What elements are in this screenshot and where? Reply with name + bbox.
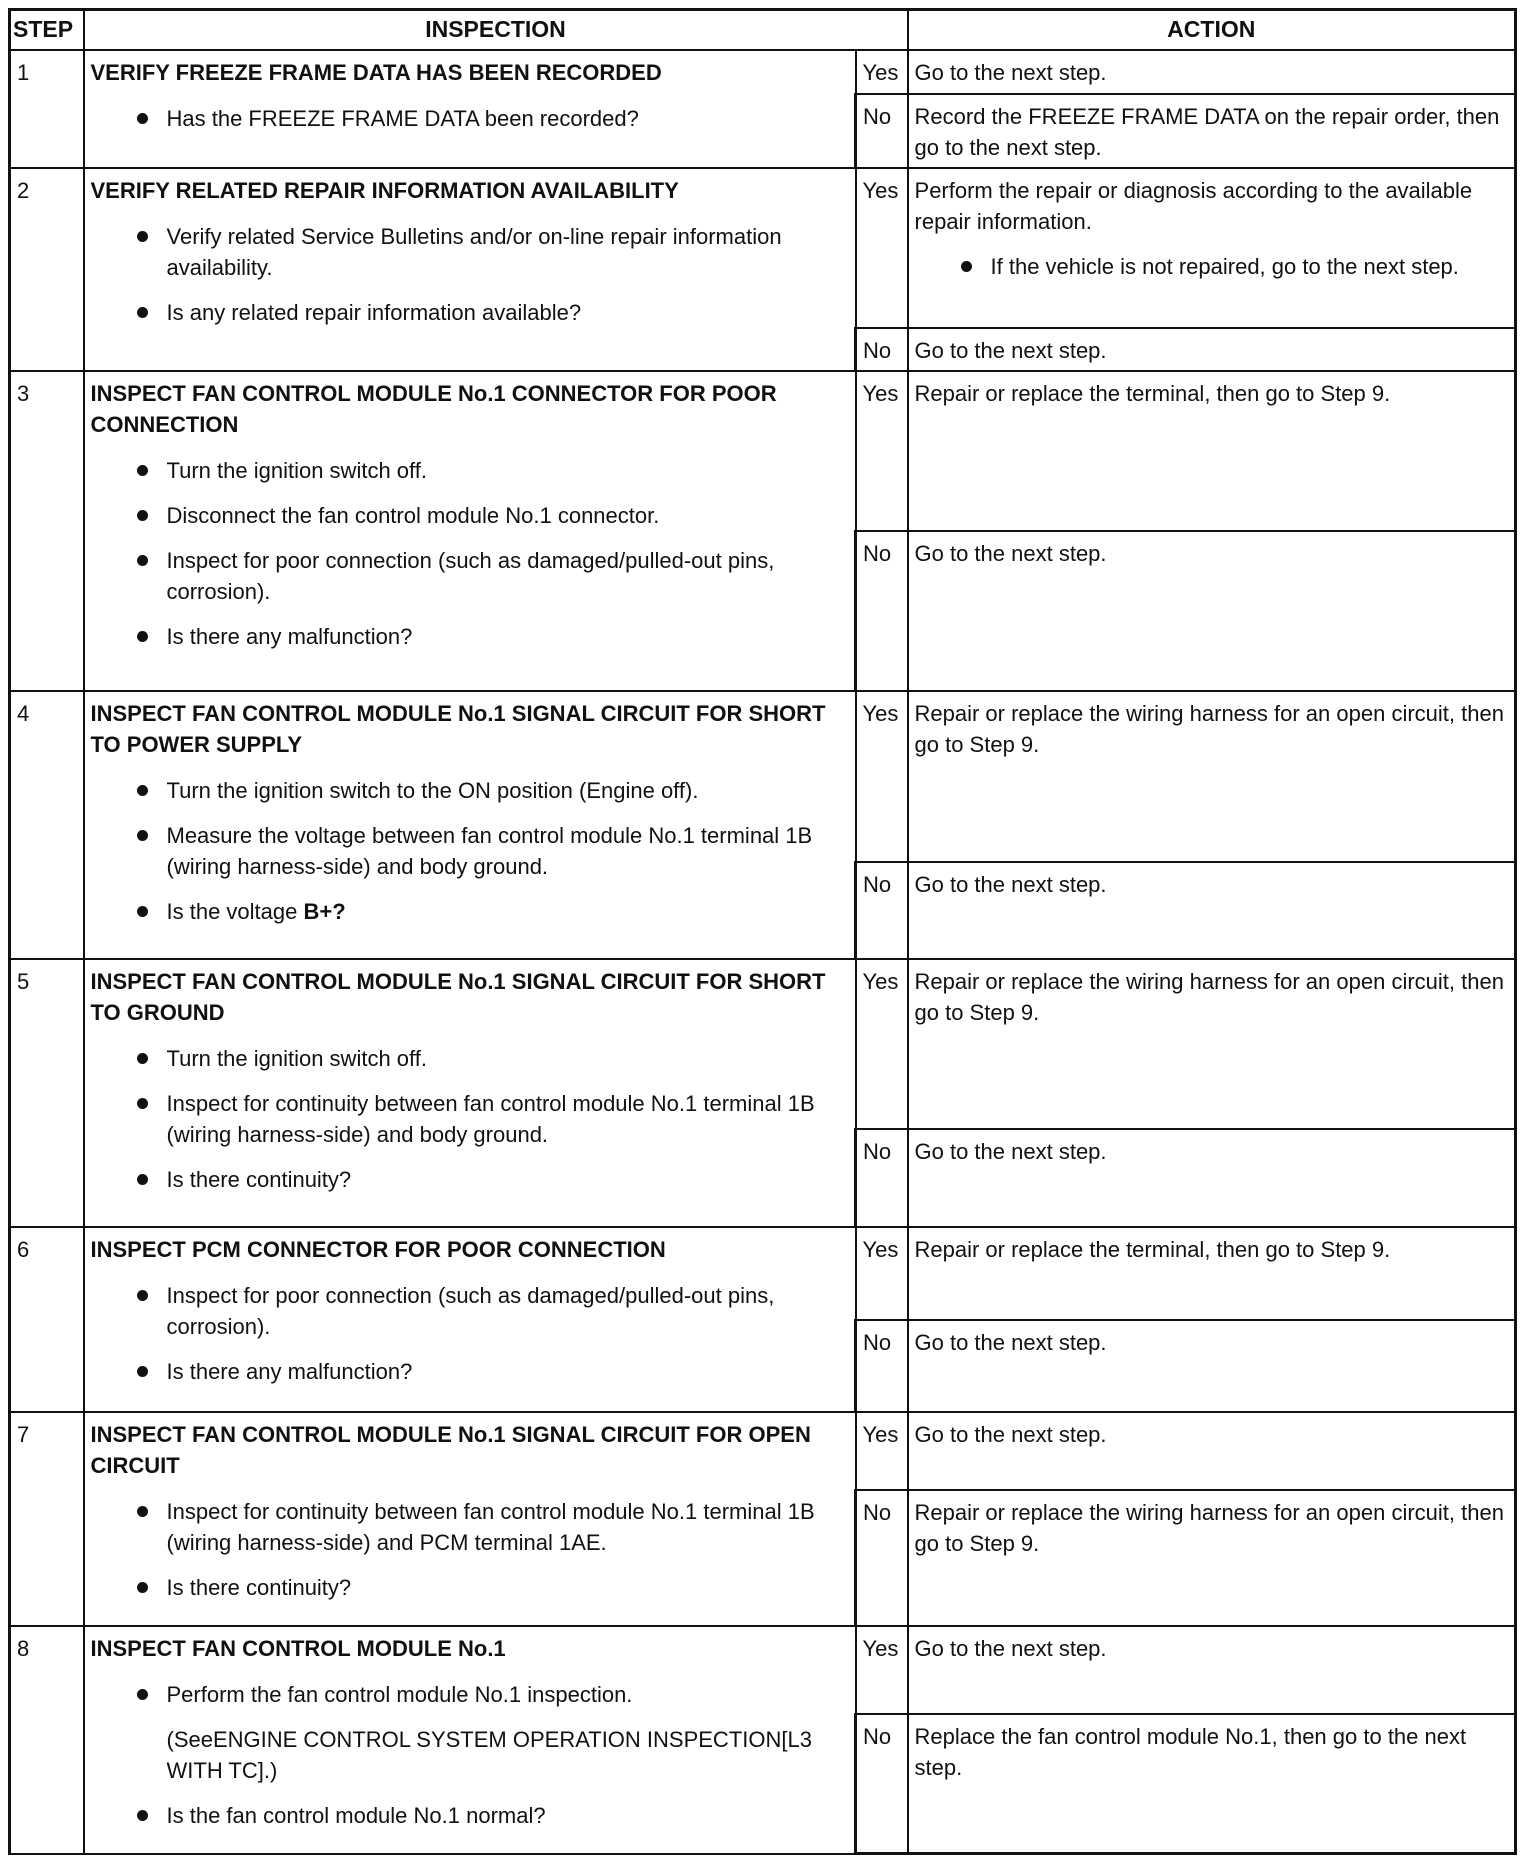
step-title: INSPECT FAN CONTROL MODULE No.1 SIGNAL CIRCUIT FOR SHORT TO POWER SUPPLY [90,700,826,757]
inspection-bullet: Measure the voltage between fan control module No.1 terminal 1B (wiring harness-side) and body ground. [91,820,849,882]
no-label: No [856,94,908,168]
inspection-bullet: Is the fan control module No.1 normal? [91,1800,849,1831]
inspection-cell [84,959,856,1227]
action-header: ACTION [908,10,1516,50]
yes-label: Yes [856,1412,908,1490]
inspection-bullet: Perform the fan control module No.1 inspection. [91,1679,849,1710]
no-label: No [856,1320,908,1412]
inspection-bullet [91,896,849,927]
no-label: No [856,328,908,371]
no-action: Go to the next step. [908,531,1516,691]
step-title: VERIFY RELATED REPAIR INFORMATION AVAILABILITY [90,177,679,203]
yes-action: Repair or replace the terminal, then go to Step 9. [908,1227,1516,1320]
no-action: Replace the fan control module No.1, then go to the next step. [908,1714,1516,1853]
diagnostic-table [8,8,1517,1855]
inspection-cell [84,1626,856,1853]
step-title: INSPECT FAN CONTROL MODULE No.1 SIGNAL CIRCUIT FOR OPEN CIRCUIT [90,1422,811,1479]
table-row [10,1227,1516,1320]
inspection-bullet: Turn the ignition switch off. [91,1043,849,1074]
no-action: Go to the next step. [908,1129,1516,1227]
table-row [10,50,1516,94]
inspection-bullet: Inspect for continuity between fan control module No.1 terminal 1B (wiring harness-side) and PCM terminal 1AE. [91,1496,849,1558]
inspection-bullet: Inspect for poor connection (such as damaged/pulled-out pins, corrosion). [91,545,849,607]
inspection-cell [84,691,856,959]
yes-label: Yes [856,1626,908,1714]
inspection-cell [84,50,856,168]
no-action: Go to the next step. [908,1320,1516,1412]
step-number: 8 [10,1626,84,1853]
yes-action: Repair or replace the terminal, then go to Step 9. [908,371,1516,531]
inspection-cell [84,168,856,371]
no-label: No [856,1129,908,1227]
no-label: No [856,531,908,691]
action-sub-bullet: If the vehicle is not repaired, go to the next step. [915,251,1509,282]
yes-label: Yes [856,1227,908,1320]
step-number: 1 [10,50,84,168]
step-number: 2 [10,168,84,371]
inspection-bullet: Is there continuity? [91,1164,849,1195]
inspection-bullet: Has the FREEZE FRAME DATA been recorded? [91,103,849,134]
no-action: Go to the next step. [908,328,1516,371]
step-title: VERIFY FREEZE FRAME DATA HAS BEEN RECORDED [90,59,662,85]
inspection-bullet: Turn the ignition switch to the ON position (Engine off). [91,775,849,806]
table-row [10,168,1516,328]
step-header: STEP [10,10,84,50]
yes-label: Yes [856,959,908,1129]
yes-action: Go to the next step. [908,1412,1516,1490]
step-title: INSPECT FAN CONTROL MODULE No.1 SIGNAL CIRCUIT FOR SHORT TO GROUND [90,968,826,1025]
yes-action: Go to the next step. [908,50,1516,94]
inspection-bullet: Is there any malfunction? [91,621,849,652]
yes-action: Repair or replace the wiring harness for an open circuit, then go to Step 9. [908,959,1516,1129]
step-title: INSPECT PCM CONNECTOR FOR POOR CONNECTION [90,1237,666,1263]
inspection-cell [84,371,856,691]
yes-label: Yes [856,50,908,94]
table-row [10,959,1516,1129]
yes-action: Go to the next step. [908,1626,1516,1714]
step-number: 4 [10,691,84,959]
step-number: 5 [10,959,84,1227]
inspection-bullet: Is any related repair information available? [91,297,849,328]
no-action: Repair or replace the wiring harness for an open circuit, then go to Step 9. [908,1490,1516,1626]
step-number: 7 [10,1412,84,1626]
no-label: No [856,862,908,959]
table-row [10,691,1516,862]
yes-label: Yes [856,371,908,531]
step-number: 3 [10,371,84,691]
inspection-cell [84,1412,856,1626]
no-label: No [856,1490,908,1626]
inspection-bullet: Is there any malfunction? [91,1356,849,1387]
no-action: Record the FREEZE FRAME DATA on the repair order, then go to the next step. [908,94,1516,168]
yes-action: Repair or replace the wiring harness for an open circuit, then go to Step 9. [908,691,1516,862]
inspection-note: (SeeENGINE CONTROL SYSTEM OPERATION INSPECTION[L3 WITH TC].) [166,1727,812,1784]
inspection-bullet: Is there continuity? [91,1572,849,1603]
inspection-cell [84,1227,856,1412]
yes-label: Yes [856,691,908,862]
header-row [10,10,1516,50]
inspection-bullet: Disconnect the fan control module No.1 connector. [91,500,849,531]
yes-action: Perform the repair or diagnosis according to the available repair information. [914,177,1473,234]
table-row [10,1626,1516,1714]
inspection-bullet: Inspect for poor connection (such as damaged/pulled-out pins, corrosion). [91,1280,849,1342]
inspection-header: INSPECTION [84,10,908,50]
step-title: INSPECT FAN CONTROL MODULE No.1 [90,1636,506,1662]
no-label: No [856,1714,908,1853]
table-row [10,371,1516,531]
inspection-bullet: Inspect for continuity between fan control module No.1 terminal 1B (wiring harness-side) and body ground. [91,1088,849,1150]
question-value: B+? [303,898,346,924]
yes-action-cell [908,168,1516,328]
table-row [10,1412,1516,1490]
inspection-bullet: Verify related Service Bulletins and/or on-line repair information availability. [91,221,849,283]
step-number: 6 [10,1227,84,1412]
step-title: INSPECT FAN CONTROL MODULE No.1 CONNECTOR FOR POOR CONNECTION [90,380,777,437]
no-action: Go to the next step. [908,862,1516,959]
inspection-bullet: Turn the ignition switch off. [91,455,849,486]
yes-label: Yes [856,168,908,328]
question-text: Is the voltage [166,898,304,924]
